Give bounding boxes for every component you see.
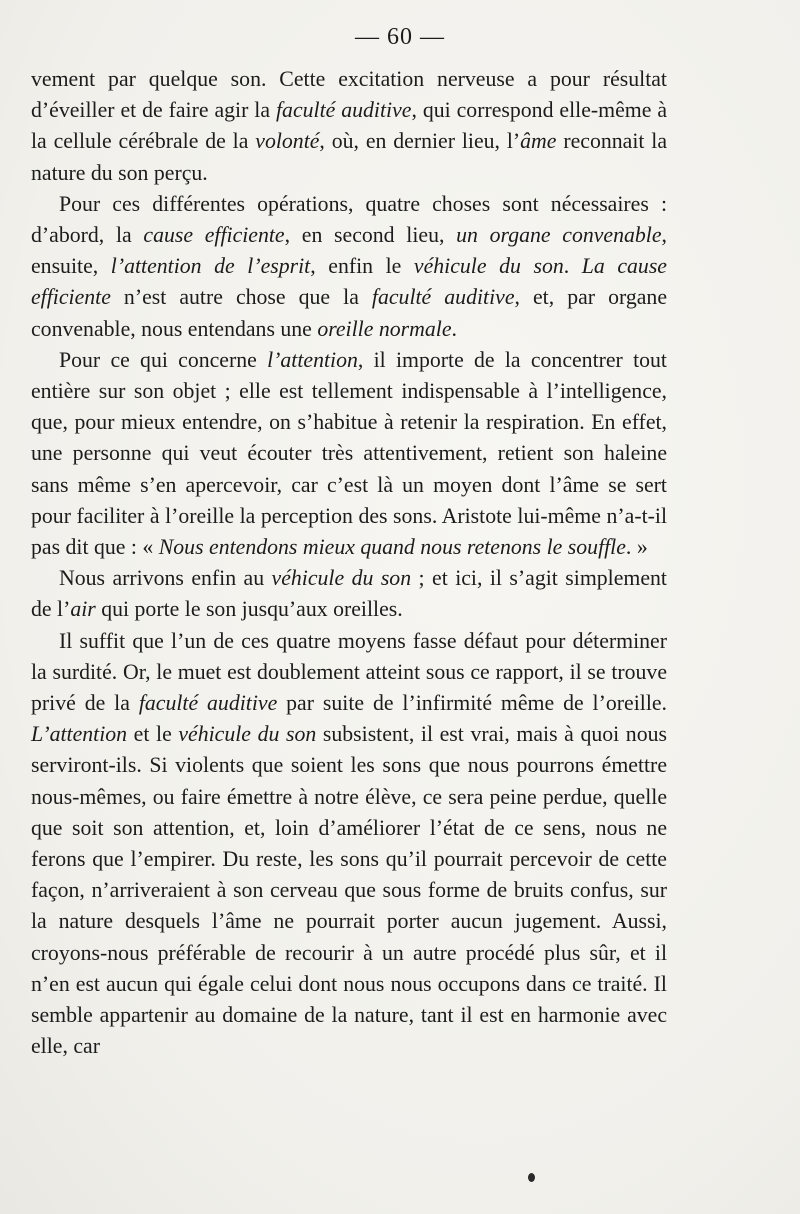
italic-phrase: véhicule du son: [271, 566, 412, 591]
paragraph: [31, 626, 667, 1063]
text-run: , et, par organe convenable, nous entendans une: [31, 285, 667, 341]
text-run: par suite de l’infirmité même de l’oreille.: [277, 691, 667, 716]
italic-phrase: oreille normale: [317, 316, 452, 341]
text-run: vement par quelque son. Cette excitation nerveuse a pour résultat d’éveiller et de faire agir la: [31, 67, 667, 123]
text-run: Il suffit que l’un de ces quatre moyens fasse défaut pour déterminer la surdité. Or, le muet est doublement atteint sous ce rapport, il se trouve privé de la: [31, 628, 667, 716]
text-run: reconnait la nature du son perçu.: [31, 129, 668, 185]
paragraph: [31, 345, 667, 563]
text-run: Nous arrivons enfin au: [59, 566, 272, 591]
italic-phrase: l’attention de l’esprit: [110, 254, 311, 279]
text-run: Pour ces différentes opérations, quatre choses sont nécessaires : d’abord, la: [31, 191, 667, 248]
text-run: .: [563, 254, 582, 279]
text-run: , il importe de la concentrer tout entière sur son objet ; elle est tellement indispensable à l’intelligence, que, pour mieux entendre, on s’habitue à retenir la respiration. En effet, une personne qui veut écouter très attentivement, retient son haleine sans même s’en apercevoir, car c’est là un moyen dont l’âme se sert pour faciliter à l’oreille la perception des sons. Aristote lui-même n’a-t-il pas dit que : «: [31, 347, 667, 560]
text-run: , enfin le: [310, 254, 414, 279]
text-run: , en second lieu,: [284, 223, 457, 248]
italic-phrase: faculté auditive: [371, 285, 515, 310]
text-run: et le: [127, 722, 179, 747]
paragraph: [31, 563, 667, 625]
text-run: subsistent, il est vrai, mais à quoi nous serviront-ils. Si violents que soient les sons que nous pourrons émettre nous-mêmes, ou faire émettre à notre élève, ce sera peine perdue, quelle que soit son attention, et, loin d’améliorer l’état de ce sens, nous ne ferons que l’empirer. Du reste, les sons qu’il pourrait percevoir de cette façon, n’arriveraient à son cerveau que sous forme de bruits confus, sur la nature desquels l’âme ne pourrait porter aucun jugement. Aussi, croyons-nous préférable de recourir à un autre procédé plus sûr, et il n’en est aucun qui égale celui dont nous nous occupons dans ce traité. Il semble appartenir au domaine de la nature, tant il est en harmonie avec elle, car: [31, 722, 667, 1059]
italic-phrase: cause efficiente: [143, 223, 285, 248]
text-run: , où, en dernier lieu, l’: [319, 129, 521, 154]
text-run: , ensuite,: [31, 223, 667, 279]
italic-phrase: air: [70, 597, 96, 622]
italic-phrase: volonté: [255, 129, 320, 154]
italic-phrase: véhicule du son: [178, 722, 317, 747]
text-run: qui porte le son jusqu’aux oreilles.: [95, 597, 403, 622]
text-run: , qui correspond elle-même à la cellule cérébrale de la: [31, 98, 667, 154]
paragraph: [31, 64, 667, 189]
italic-phrase: âme: [520, 129, 557, 154]
paragraph: [31, 189, 667, 345]
italic-phrase: un organe convenable: [456, 223, 662, 248]
text-run: ; et ici, il s’agit simplement de l’: [31, 566, 667, 622]
body-text: [31, 64, 667, 1063]
text-run: Pour ce qui concerne: [59, 347, 268, 372]
text-run: n’est autre chose que la: [110, 285, 372, 310]
text-run: .: [451, 316, 457, 341]
italic-phrase: faculté auditive: [138, 691, 278, 716]
italic-phrase: La cause efficiente: [31, 254, 667, 310]
italic-phrase: véhicule du son: [413, 254, 564, 279]
text-run: . »: [625, 535, 648, 560]
italic-phrase: Nous entendons mieux quand nous retenons le souffle: [158, 535, 626, 560]
ink-spot: [528, 1173, 535, 1182]
italic-phrase: l’attention: [267, 347, 358, 372]
page-number: — 60 —: [355, 24, 445, 50]
italic-phrase: faculté auditive: [275, 98, 412, 123]
italic-phrase: L’attention: [31, 722, 128, 747]
